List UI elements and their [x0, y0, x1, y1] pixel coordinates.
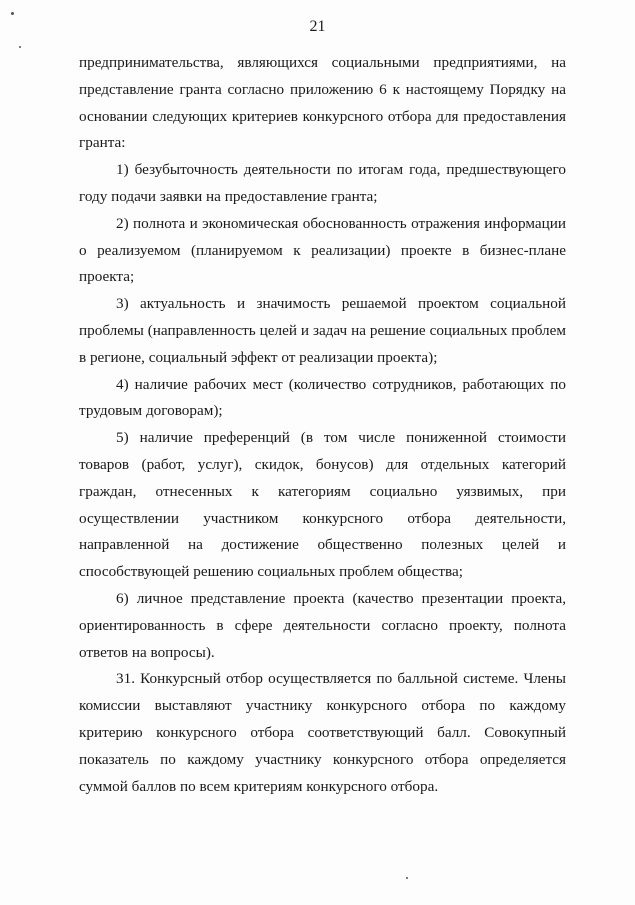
scan-speck [19, 46, 21, 48]
paragraph-criterion-3: 3) актуальность и значимость решаемой проектом социальной проблемы (направленность целей и задач на решение социальных проблем в регионе, социальный эффект от реализации проекта); [79, 295, 566, 366]
paragraph-criterion-4: 4) наличие рабочих мест (количество сотрудников, работающих по трудовым договорам); [79, 375, 566, 420]
paragraph-criterion-2: 2) полнота и экономическая обоснованность отражения информации о реализуемом (планируемом к реализации) проекте в бизнес-плане проекта; [79, 214, 566, 286]
paragraph-criterion-6: 6) личное представление проекта (качество презентации проекта, ориентированность в сфере деятельности согласно проекту, полнота ответов на вопросы). [79, 589, 566, 661]
page-number: 21 [309, 18, 326, 35]
paragraph-clause-31: 31. Конкурсный отбор осуществляется по балльной системе. Члены комиссии выставляют участнику конкурсного отбора по каждому критерию конкурсного отбора соответствующий балл. Совокупный показатель по каждому участнику конкурсного отбора определяется суммой баллов по всем критериям конкурсного отбора. [79, 670, 566, 795]
scan-speck [11, 12, 14, 15]
paragraph-intro: предпринимательства, являющихся социальными предприятиями, на представление гранта согласно приложению 6 к настоящему Порядку на основании следующих критериев конкурсного отбора для предоставления гранта: [79, 54, 566, 152]
paragraph-criterion-1: 1) безубыточность деятельности по итогам года, предшествующего году подачи заявки на предоставление гранта; [79, 161, 566, 205]
document-body [79, 50, 566, 800]
scan-speck [406, 877, 408, 879]
paragraph-criterion-5: 5) наличие преференций (в том числе пониженной стоимости товаров (работ, услуг), скидок, бонусов) для отдельных категорий граждан, отнесенных к категориям социально уязвимых, при осуществлении участником конкурсного отбора деятельности, направленной на достижение общественно полезных целей и способствующей решению социальных проблем общества; [79, 429, 566, 581]
